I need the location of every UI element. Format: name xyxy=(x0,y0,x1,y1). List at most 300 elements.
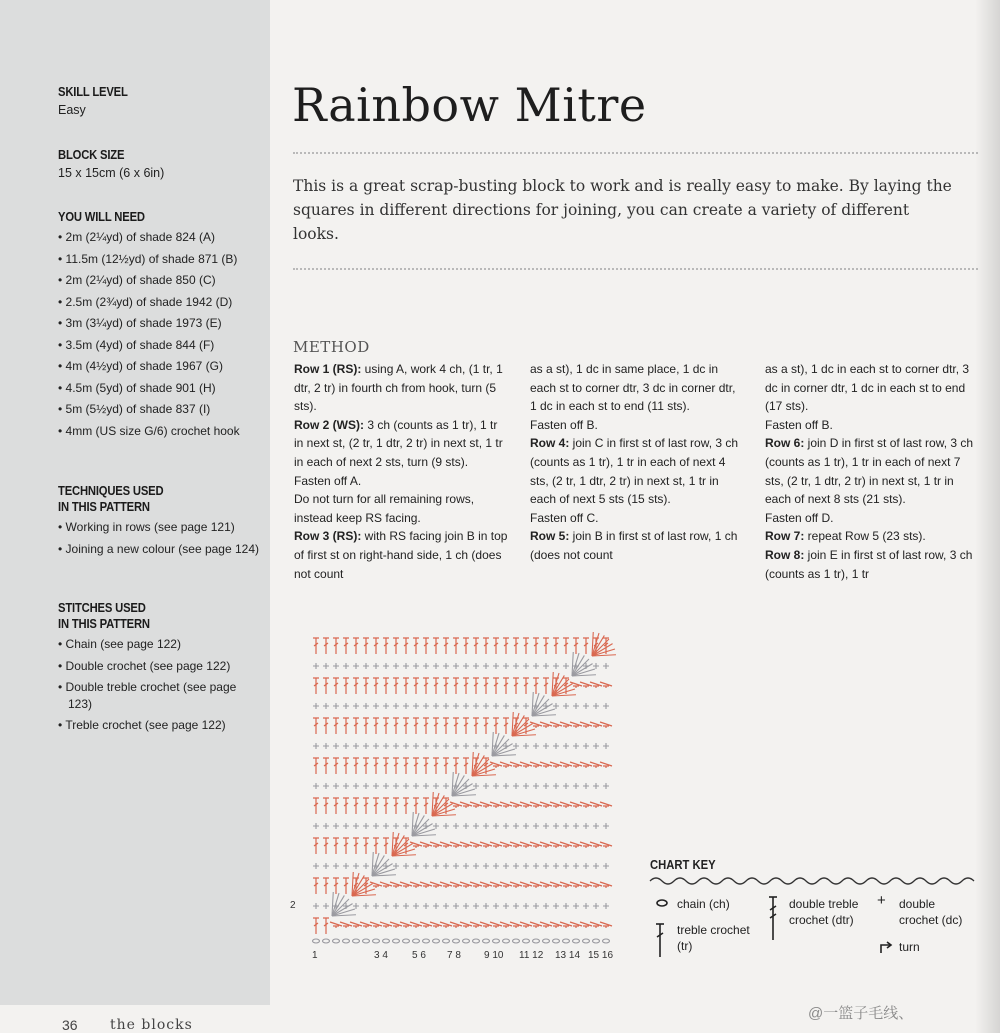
treble-stitch xyxy=(353,798,359,814)
chain-stitch xyxy=(413,939,420,943)
treble-stitch xyxy=(380,922,392,928)
chain-stitch xyxy=(483,939,490,943)
double-crochet-stitch xyxy=(393,903,399,909)
double-crochet-stitch xyxy=(343,863,349,869)
chain-stitch xyxy=(603,939,610,943)
double-crochet-stitch xyxy=(443,823,449,829)
row-text: as a st), 1 dc in each st to corner dtr, 3 dc in corner dtr, 1 dc in each st to end (17 sts). xyxy=(765,362,970,414)
chain-stitch xyxy=(423,939,430,943)
treble-stitch xyxy=(453,718,459,734)
crochet-chart xyxy=(290,630,620,965)
method-column-1 xyxy=(294,360,509,583)
double-crochet-stitch xyxy=(423,663,429,669)
double-crochet-stitch xyxy=(523,703,529,709)
double-crochet-stitch xyxy=(463,903,469,909)
row-text: join B in first st of last row, 1 ch (does not count xyxy=(530,529,738,562)
treble-stitch xyxy=(353,718,359,734)
treble-stitch xyxy=(333,638,339,654)
double-crochet-stitch xyxy=(573,823,579,829)
double-crochet-stitch xyxy=(443,863,449,869)
row-text: using A, work 4 ch, (1 tr, 1 dtr, 2 tr) in fourth ch from hook, turn (5 sts). xyxy=(294,362,503,414)
chain-stitch xyxy=(563,939,570,943)
row-label: Row 8: xyxy=(765,547,805,562)
treble-stitch xyxy=(490,922,502,928)
chain-stitch xyxy=(593,939,600,943)
treble-stitch xyxy=(580,922,592,928)
treble-stitch xyxy=(500,842,512,848)
treble-stitch xyxy=(590,682,602,688)
treble-stitch xyxy=(460,882,472,888)
method-paragraph xyxy=(294,527,509,583)
sidebar xyxy=(0,0,270,1005)
treble-stitch xyxy=(363,638,369,654)
double-crochet-stitch xyxy=(473,743,479,749)
treble-stitch xyxy=(393,798,399,814)
double-crochet-stitch xyxy=(473,663,479,669)
treble-stitch xyxy=(530,842,542,848)
treble-stitch xyxy=(313,878,319,894)
double-crochet-stitch xyxy=(393,703,399,709)
treble-stitch xyxy=(453,758,459,774)
treble-stitch xyxy=(313,638,319,654)
double-crochet-stitch xyxy=(563,863,569,869)
double-crochet-stitch xyxy=(453,863,459,869)
treble-stitch xyxy=(373,798,379,814)
double-crochet-stitch xyxy=(323,663,329,669)
treble-stitch xyxy=(533,678,539,694)
double-crochet-stitch xyxy=(343,703,349,709)
treble-stitch xyxy=(423,638,429,654)
treble-stitch xyxy=(383,718,389,734)
row-text: Fasten off C. xyxy=(530,510,599,525)
double-crochet-stitch xyxy=(593,903,599,909)
treble-stitch xyxy=(333,798,339,814)
treble-stitch xyxy=(543,638,549,654)
double-crochet-stitch xyxy=(403,783,409,789)
double-crochet-stitch xyxy=(563,823,569,829)
treble-stitch xyxy=(343,638,349,654)
treble-stitch xyxy=(383,638,389,654)
double-crochet-stitch xyxy=(563,783,569,789)
treble-stitch xyxy=(590,882,602,888)
double-crochet-stitch xyxy=(453,703,459,709)
double-crochet-stitch xyxy=(573,743,579,749)
chain-stitch xyxy=(383,939,390,943)
treble-stitch xyxy=(590,842,602,848)
double-crochet-stitch xyxy=(353,663,359,669)
row-label: Row 5: xyxy=(530,529,570,544)
double-crochet-stitch xyxy=(473,823,479,829)
method-paragraph xyxy=(765,416,980,435)
chain-stitch xyxy=(353,939,360,943)
double-crochet-stitch xyxy=(563,703,569,709)
page-gutter-shadow xyxy=(975,0,1000,1033)
treble-stitch xyxy=(570,922,582,928)
double-crochet-stitch xyxy=(583,863,589,869)
treble-stitch xyxy=(600,802,612,808)
double-crochet-stitch xyxy=(323,743,329,749)
chain-stitch xyxy=(583,939,590,943)
double-crochet-stitch xyxy=(483,863,489,869)
treble-stitch xyxy=(433,758,439,774)
double-crochet-stitch xyxy=(433,863,439,869)
treble-stitch xyxy=(560,842,572,848)
turn-arrow-icon xyxy=(878,940,894,954)
treble-stitch xyxy=(460,802,472,808)
materials-item: • 2m (2¼yd) of shade 850 (C) xyxy=(58,272,263,289)
treble-stitch xyxy=(363,678,369,694)
double-crochet-stitch xyxy=(443,903,449,909)
double-crochet-stitch xyxy=(573,783,579,789)
treble-stitch xyxy=(560,722,572,728)
page-title: Rainbow Mitre xyxy=(292,78,647,132)
double-crochet-stitch xyxy=(373,663,379,669)
double-crochet-stitch xyxy=(543,823,549,829)
double-crochet-stitch xyxy=(353,743,359,749)
method-paragraph xyxy=(294,360,509,416)
treble-stitch xyxy=(370,922,382,928)
double-crochet-stitch xyxy=(343,743,349,749)
double-crochet-stitch xyxy=(403,863,409,869)
double-crochet-stitch xyxy=(533,743,539,749)
double-crochet-stitch xyxy=(363,863,369,869)
treble-stitch xyxy=(530,882,542,888)
row-label: Row 6: xyxy=(765,436,805,451)
treble-stitch xyxy=(503,718,509,734)
treble-stitch xyxy=(323,878,329,894)
treble-stitch xyxy=(373,718,379,734)
method-paragraph xyxy=(530,527,745,564)
treble-stitch xyxy=(590,922,602,928)
double-crochet-stitch xyxy=(413,743,419,749)
treble-stitch xyxy=(363,838,369,854)
treble-stitch xyxy=(540,802,552,808)
double-crochet-stitch xyxy=(423,743,429,749)
double-crochet-stitch xyxy=(593,743,599,749)
treble-stitch xyxy=(570,882,582,888)
treble-stitch xyxy=(503,638,509,654)
treble-stitch xyxy=(580,682,592,688)
row-text: 3 ch (counts as 1 tr), 1 tr in next st, (2 tr, 1 dtr, 2 tr) in next st, 1 tr in each of next 2 sts, turn (9 sts). xyxy=(294,417,503,469)
chain-stitch xyxy=(573,939,580,943)
double-crochet-stitch xyxy=(393,783,399,789)
stitches-section xyxy=(58,600,263,739)
treble-stitch xyxy=(433,638,439,654)
treble-stitch xyxy=(520,922,532,928)
double-crochet-stitch xyxy=(523,743,529,749)
materials-item: • 3.5m (4yd) of shade 844 (F) xyxy=(58,337,263,354)
treble-stitch xyxy=(570,762,582,768)
treble-stitch xyxy=(563,638,569,654)
treble-stitch xyxy=(393,758,399,774)
treble-stitch xyxy=(550,762,562,768)
materials-section xyxy=(58,209,263,444)
treble-stitch xyxy=(493,638,499,654)
treble-stitch xyxy=(520,882,532,888)
row-text: with RS facing join B in top of first st on right-hand side, 1 ch (does not count xyxy=(294,529,508,581)
treble-stitch xyxy=(510,882,522,888)
double-crochet-stitch xyxy=(433,823,439,829)
double-crochet-stitch xyxy=(563,663,569,669)
row-number: 13 14 xyxy=(555,950,581,961)
treble-stitch xyxy=(420,882,432,888)
double-crochet-stitch xyxy=(483,663,489,669)
block-size-section xyxy=(58,147,263,184)
treble-stitch xyxy=(403,758,409,774)
double-crochet-stitch xyxy=(453,823,459,829)
row-label: Row 3 (RS): xyxy=(294,529,362,544)
treble-stitch xyxy=(413,678,419,694)
treble-stitch xyxy=(353,678,359,694)
row-text: join E in first st of last row, 3 ch (counts as 1 tr), 1 tr xyxy=(765,547,973,581)
treble-stitch xyxy=(473,718,479,734)
row-text: Fasten off B. xyxy=(765,417,833,432)
method-paragraph xyxy=(765,527,980,546)
treble-stitch xyxy=(540,922,552,928)
row-text: repeat Row 5 (23 sts). xyxy=(804,529,926,544)
double-crochet-stitch xyxy=(483,783,489,789)
double-crochet-stitch xyxy=(353,783,359,789)
treble-stitch xyxy=(513,638,519,654)
double-crochet-stitch xyxy=(503,663,509,669)
treble-stitch xyxy=(463,758,469,774)
double-crochet-stitch xyxy=(583,903,589,909)
treble-stitch xyxy=(423,758,429,774)
double-crochet-stitch xyxy=(383,663,389,669)
key-chain-label: chain (ch) xyxy=(677,897,730,911)
double-crochet-stitch xyxy=(443,703,449,709)
double-crochet-stitch xyxy=(453,743,459,749)
method-paragraph xyxy=(765,546,980,583)
double-crochet-stitch xyxy=(553,783,559,789)
double-crochet-stitch xyxy=(593,823,599,829)
treble-stitch xyxy=(420,842,432,848)
stitches-heading: STITCHES USED IN THIS PATTERN xyxy=(58,601,150,631)
materials-item: • 4m (4½yd) of shade 1967 (G) xyxy=(58,358,263,375)
block-size-heading: BLOCK SIZE xyxy=(58,148,125,162)
treble-stitch xyxy=(470,922,482,928)
treble-stitch xyxy=(383,678,389,694)
treble-stitch xyxy=(600,882,612,888)
treble-stitch xyxy=(423,798,429,814)
double-crochet-stitch xyxy=(403,743,409,749)
double-crochet-stitch xyxy=(423,903,429,909)
treble-stitch xyxy=(490,842,502,848)
treble-stitch xyxy=(390,882,402,888)
treble-stitch xyxy=(493,678,499,694)
method-column-2 xyxy=(530,360,745,565)
treble-stitch xyxy=(443,718,449,734)
row-label: Row 4: xyxy=(530,436,570,451)
chain-stitch xyxy=(503,939,510,943)
double-crochet-stitch xyxy=(493,823,499,829)
double-crochet-stitch xyxy=(493,903,499,909)
treble-stitch xyxy=(540,762,552,768)
treble-stitch xyxy=(333,838,339,854)
stitch-item: • Double crochet (see page 122) xyxy=(58,658,263,675)
double-crochet-stitch xyxy=(553,703,559,709)
double-crochet-stitch xyxy=(443,663,449,669)
treble-stitch xyxy=(343,798,349,814)
treble-stitch xyxy=(343,758,349,774)
double-crochet-stitch xyxy=(503,823,509,829)
treble-stitch xyxy=(430,842,442,848)
method-paragraph xyxy=(765,509,980,528)
double-crochet-stitch xyxy=(483,823,489,829)
double-crochet-stitch xyxy=(393,863,399,869)
double-crochet-stitch xyxy=(593,783,599,789)
treble-stitch xyxy=(333,758,339,774)
treble-stitch xyxy=(440,842,452,848)
treble-stitch xyxy=(460,842,472,848)
treble-stitch xyxy=(580,762,592,768)
treble-stitch xyxy=(480,922,492,928)
treble-stitch xyxy=(530,802,542,808)
double-crochet-stitch xyxy=(373,783,379,789)
double-crochet-stitch xyxy=(383,783,389,789)
method-paragraph xyxy=(294,490,509,527)
chain-stitch xyxy=(543,939,550,943)
treble-stitch xyxy=(570,722,582,728)
treble-stitch xyxy=(383,758,389,774)
double-crochet-stitch xyxy=(473,703,479,709)
treble-stitch xyxy=(560,802,572,808)
chain-stitch xyxy=(373,939,380,943)
double-crochet-stitch xyxy=(493,863,499,869)
treble-stitch xyxy=(480,882,492,888)
double-crochet-stitch xyxy=(313,663,319,669)
treble-stitch xyxy=(560,922,572,928)
treble-stitch xyxy=(470,882,482,888)
treble-stitch xyxy=(590,802,602,808)
treble-stitch xyxy=(400,922,412,928)
treble-stitch xyxy=(590,722,602,728)
double-crochet-stitch xyxy=(363,903,369,909)
double-crochet-stitch xyxy=(483,703,489,709)
materials-heading: YOU WILL NEED xyxy=(58,210,145,224)
row-number: 7 8 xyxy=(447,950,461,961)
treble-stitch xyxy=(413,798,419,814)
double-crochet-stitch xyxy=(503,703,509,709)
treble-stitch xyxy=(560,762,572,768)
treble-stitch xyxy=(430,922,442,928)
treble-stitch xyxy=(393,638,399,654)
method-paragraph xyxy=(765,434,980,508)
double-crochet-stitch xyxy=(563,903,569,909)
treble-stitch xyxy=(333,878,339,894)
stitch-item: • Chain (see page 122) xyxy=(58,636,263,653)
treble-stitch xyxy=(510,922,522,928)
treble-stitch xyxy=(370,882,382,888)
chain-stitch xyxy=(473,939,480,943)
treble-stitch xyxy=(470,842,482,848)
treble-stitch xyxy=(480,842,492,848)
double-crochet-stitch xyxy=(383,743,389,749)
double-crochet-stitch xyxy=(353,903,359,909)
double-crochet-stitch xyxy=(553,903,559,909)
double-crochet-stitch xyxy=(473,863,479,869)
treble-stitch xyxy=(573,638,579,654)
treble-stitch xyxy=(600,682,612,688)
treble-stitch xyxy=(520,842,532,848)
treble-stitch xyxy=(403,678,409,694)
treble-stitch xyxy=(500,802,512,808)
intro-divider xyxy=(293,268,978,270)
double-crochet-stitch xyxy=(553,863,559,869)
treble-stitch xyxy=(340,922,352,928)
treble-stitch xyxy=(333,718,339,734)
double-crochet-stitch xyxy=(503,783,509,789)
double-crochet-stitch xyxy=(493,783,499,789)
double-crochet-stitch xyxy=(443,743,449,749)
treble-stitch xyxy=(353,758,359,774)
double-crochet-stitch xyxy=(603,903,609,909)
treble-stitch xyxy=(490,802,502,808)
method-paragraph xyxy=(765,360,980,416)
skill-level-section xyxy=(58,84,263,121)
double-crochet-stitch xyxy=(583,703,589,709)
double-crochet-stitch xyxy=(593,703,599,709)
double-crochet-stitch xyxy=(393,743,399,749)
treble-stitch xyxy=(420,922,432,928)
key-turn-label: turn xyxy=(899,940,920,954)
treble-stitch xyxy=(423,678,429,694)
double-crochet-stitch xyxy=(393,663,399,669)
treble-stitch xyxy=(460,922,472,928)
double-crochet-stitch xyxy=(503,903,509,909)
double-crochet-stitch xyxy=(343,783,349,789)
treble-stitch xyxy=(473,638,479,654)
row-number: 15 16 xyxy=(588,950,614,961)
materials-item: • 2.5m (2¾yd) of shade 1942 (D) xyxy=(58,294,263,311)
treble-stitch xyxy=(313,718,319,734)
treble-stitch xyxy=(353,838,359,854)
double-treble-crochet-icon xyxy=(766,894,780,942)
double-crochet-stitch xyxy=(473,903,479,909)
row-text: Fasten off B. xyxy=(530,417,598,432)
treble-stitch xyxy=(580,802,592,808)
key-double-treble-label: double treble crochet (dtr) xyxy=(789,897,859,927)
treble-stitch xyxy=(393,678,399,694)
treble-stitch xyxy=(313,758,319,774)
chain-stitch xyxy=(403,939,410,943)
row-text: Do not turn for all remaining rows, instead keep RS facing. xyxy=(294,492,475,525)
treble-stitch xyxy=(380,882,392,888)
double-crochet-stitch xyxy=(333,703,339,709)
treble-stitch xyxy=(410,842,422,848)
double-crochet-stitch xyxy=(553,823,559,829)
double-crochet-stitch xyxy=(333,863,339,869)
treble-stitch xyxy=(453,638,459,654)
double-crochet-stitch xyxy=(453,663,459,669)
double-crochet-stitch xyxy=(403,823,409,829)
double-crochet-stitch xyxy=(533,823,539,829)
double-crochet-stitch xyxy=(533,863,539,869)
double-crochet-stitch xyxy=(463,743,469,749)
row-number: 9 10 xyxy=(484,950,504,961)
treble-stitch xyxy=(440,922,452,928)
treble-stitch xyxy=(550,842,562,848)
double-crochet-stitch xyxy=(523,783,529,789)
double-crochet-stitch xyxy=(323,903,329,909)
treble-stitch xyxy=(453,678,459,694)
double-crochet-stitch xyxy=(593,663,599,669)
double-crochet-stitch xyxy=(523,823,529,829)
double-crochet-stitch xyxy=(423,863,429,869)
double-crochet-stitch xyxy=(523,863,529,869)
treble-stitch xyxy=(410,922,422,928)
treble-stitch xyxy=(470,802,482,808)
